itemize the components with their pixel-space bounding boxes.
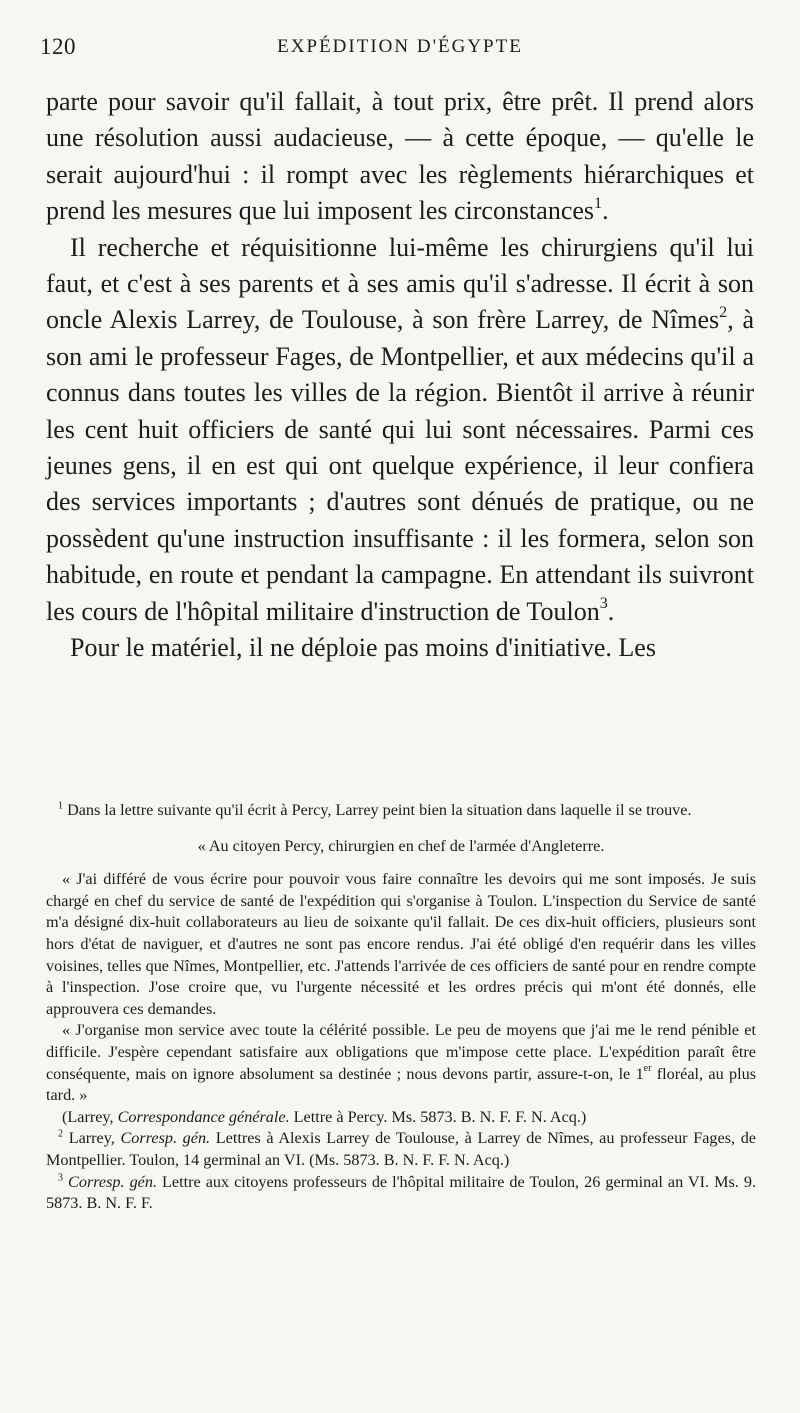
paragraph: Pour le matériel, il ne déploie pas moins d'initiative. Les (70, 633, 656, 663)
superscript: er (643, 1063, 652, 1075)
letter-paragraph: « J'ai différé de vous écrire pour pouvoir vous faire connaître les devoirs qui me sont imposés. Je suis chargé en chef du service de santé de l'expédition qui s'organise à Toulon. L'inspection du Service de santé m'a désigné dix-huit collaborateurs au lieu de soixante qu'il fallait. De ces dix-huit officiers, plusieurs sont hors d'état de naviguer, et d'autres ne sont pas encore rendus. J'ai été obligé d'en requérir dans les villes voisines, telles que Nîmes, Montpellier, etc. J'attends l'arrivée de ces officiers de santé pour en rendre compte à l'inspection. J'ose croire que, vu l'urgente nécessité et les ordres précis qui m'ont été donnés, elle approuvera ces demandes. (46, 870, 756, 1018)
letter-paragraph: « J'organise mon service avec toute la célérité possible. Le peu de moyens que j'ai me le rend pénible et difficile. J'espère cependant satisfaire aux obligations que m'impose cette place. L'expédition paraît être conséquente, mais on ignore absolument sa destinée ; nous devons partir, assure-t-on, le 1er floréal, au plus tard. » (46, 1021, 756, 1105)
letter-source: (Larrey, Correspondance générale. Lettre à Percy. Ms. 5873. B. N. F. F. N. Acq.) (62, 1107, 587, 1126)
source-title: Correspondance générale. (117, 1107, 290, 1126)
footnote-marker: 3 (58, 1172, 64, 1184)
paragraph-end: . (607, 596, 615, 626)
footnote-text: Dans la lettre suivante qu'il écrit à Percy, Larrey peint bien la situation dans laquelle il se trouve. (67, 801, 692, 819)
footnote-1 (46, 800, 756, 822)
source-title: Corresp. gén. (68, 1172, 158, 1191)
footnote-reference: 1 (594, 194, 603, 212)
main-text (46, 84, 754, 667)
paragraph (46, 230, 754, 630)
source-title: Corresp. gén. (120, 1129, 211, 1148)
footnote-3: $^3$ Corresp. gén. Lettre aux citoyens professeurs de l'hôpital militaire de Toulon, 26 germinal an VI. Ms. 9. 5873. B. N. F. F. (46, 1172, 756, 1213)
letter-addressee: « Au citoyen Percy, chirurgien en chef de l'armée d'Angleterre. (197, 836, 605, 855)
paragraph-text: Il recherche et réquisitionne lui-même les chirurgiens qu'il lui faut, et c'est à ses parents et à ses amis qu'il s'adresse. Il écrit à son oncle Alexis Larrey, de Toulouse, à son frère Larrey, de Nîmes (46, 232, 754, 335)
footnote-2: $^2$ Larrey, Corresp. gén. Lettres à Alexis Larrey de Toulouse, à Larrey de Nîmes, au professeur Fages, de Montpellier. Toulon, 14 germinal an VI. (Ms. 5873. B. N. F. F. N. Acq.) (46, 1128, 756, 1169)
paragraph-end: . (602, 196, 609, 226)
footnotes (46, 800, 756, 1215)
page-number: 120 (40, 34, 76, 59)
running-title: EXPÉDITION D'ÉGYPTE (277, 36, 523, 57)
footnote-reference: 3 (599, 595, 608, 613)
footnote-marker: 1 (58, 800, 64, 812)
page-header (40, 34, 760, 64)
footnote-marker: 2 (58, 1128, 64, 1140)
paragraph-text: , à son ami le professeur Fages, de Montpellier, et aux médecins qu'il a connus dans toutes les villes de la région. Bientôt il arrive à réunir les cent huit officiers de santé qui lui sont nécessaires. Parmi ces jeunes gens, il en est qui ont quelque expérience, il leur confiera des services importants ; d'autres sont dénués de pratique, ou ne possèdent qu'une instruction insuffisante : il les formera, selon son habitude, en route et pendant la campagne. En attendant ils suivront les cours de l'hôpital militaire d'instruction de Toulon (46, 305, 754, 626)
paragraph (46, 84, 754, 230)
paragraph-text: parte pour savoir qu'il fallait, à tout prix, être prêt. Il prend alors une résolution aussi audacieuse, — à cette époque, — qu'elle le serait aujourd'hui : il rompt avec les règlements hiérarchiques et prend les mesures que lui imposent les circonstances (46, 87, 754, 226)
footnote-reference: 2 (719, 304, 728, 322)
